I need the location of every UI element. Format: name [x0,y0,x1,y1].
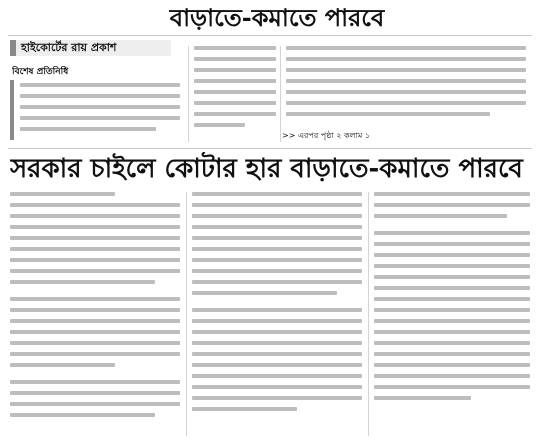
top-column-2 [194,46,276,146]
column-divider [368,192,369,436]
main-column-2 [192,192,362,436]
section-label: হাইকোর্টের রায় প্রকাশ [10,40,171,56]
byline: বিশেষ প্রতিনিধি [12,67,69,77]
column-divider [186,192,187,436]
lead-paragraph [10,80,180,140]
main-headline: সরকার চাইলে কোটার হার বাড়াতে-কমাতে পারবে [10,154,523,184]
top-column-3 [286,46,526,126]
column-divider [280,46,281,142]
top-divider [8,35,532,36]
main-column-1 [10,192,180,436]
story-divider [8,148,532,149]
main-column-3 [374,192,530,436]
column-divider [188,46,189,142]
continuation-note: >> এরপর পৃষ্ঠা ২ কলাম ১ [282,131,371,140]
top-headline: বাড়াতে-কমাতে পারবে [169,4,385,32]
